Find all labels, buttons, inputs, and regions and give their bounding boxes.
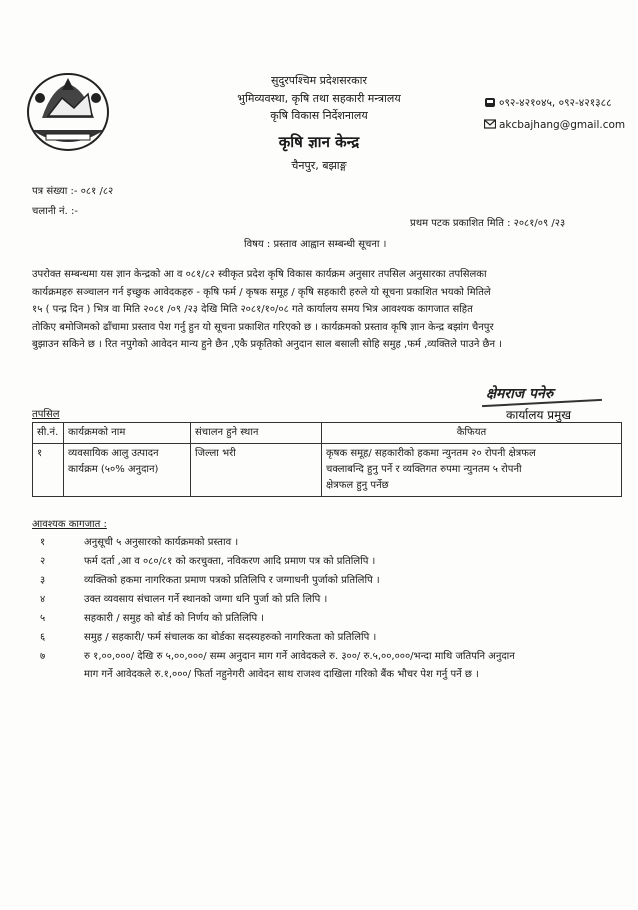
header-province: सुदुरपश्चिम प्रदेशसरकार bbox=[271, 74, 367, 87]
header-cell: कैफियत bbox=[322, 423, 622, 444]
requirements-title: आवश्यक कागजात : bbox=[32, 519, 107, 530]
cell-remark bbox=[322, 444, 622, 497]
header-directorate: कृषि विकास निर्देशनालय bbox=[270, 109, 368, 122]
item-text: रु १,००,०००/ देखि रु ५,००,०००/ सम्म अनुदान माग गर्ने आवेदकले रु. ३००/ रु.५,००,०००/भन्दा माथि जतिपनि अनुदान bbox=[84, 651, 515, 662]
item-text: उक्त व्यवसाय संचालन गर्ने स्थानको जग्गा धनि पुर्जा को प्रति लिपि । bbox=[84, 594, 328, 605]
phone-icon bbox=[484, 96, 496, 108]
item-text: व्यक्तिको हकमा नागरिकता प्रमाण पत्रको प्रतिलिपि र जग्गाधनी पुर्जाको प्रतिलिपि । bbox=[84, 575, 380, 586]
contact-email bbox=[484, 118, 625, 131]
item-text: अनुसूची ५ अनुसारको कार्यक्रमको प्रस्ताव । bbox=[84, 537, 239, 548]
contact-phone bbox=[484, 96, 612, 110]
table-header-row bbox=[33, 423, 622, 444]
remark-line: क्षेत्रफल हुनु पर्नेछ bbox=[326, 480, 389, 491]
body-line: उपरोक्त सम्बन्धमा यस ज्ञान केन्द्रको आ व ०८१/८२ स्वीकृत प्रदेश कृषि विकास कार्यक्रम अनुसार तपसिल अनुसारका तपसिलका bbox=[32, 269, 487, 280]
email-address: akcbajhang@gmail.com bbox=[499, 119, 626, 131]
signatory-name: क्षेमराज पनेरु bbox=[486, 386, 554, 402]
phone-number: ०९२-४२१०४५, ०९२-४२१३८८ bbox=[499, 97, 612, 109]
body-line: तोकिए बमोजिमको ढाँचामा प्रस्ताव पेश गर्नु हुन यो सूचना प्रकाशित गरिएको छ । कार्यक्रमको प्रस्ताव कृषि ज्ञान केन्द्र बझांग चैनपुर bbox=[32, 321, 494, 333]
item-text: समुह / सहकारी/ फर्म संचालक का बोर्डका सदस्यहरुको नागरिकता को प्रतिलिपि । bbox=[84, 632, 377, 643]
item-text-continued: माग गर्ने आवेदकले रु.१,०००/ फिर्ता नहुनेगरी आवेदन साथ राजश्व दाखिला गरिको बैंक भौचर पेश गर्नु पर्ने छ । bbox=[84, 669, 479, 680]
program-line: व्यवसायिक आलु उत्पादन bbox=[68, 448, 159, 459]
schedule-title: तपसिल bbox=[32, 409, 60, 420]
item-text: फर्म दर्ता ,आ व ०८०/८१ को करचुक्ता, नविकरण आदि प्रमाण पत्र को प्रतिलिपि । bbox=[84, 556, 376, 567]
cell-sn: १ bbox=[33, 444, 64, 497]
email-icon bbox=[484, 118, 496, 130]
body-line: बुझाउन सकिने छ । रित नपुगेको आवेदन मान्य हुने छैन ,एकै प्रकृतिको अनुदान साल बसाली सोहि समुह ,फर्म ,व्यक्तिले पाउने छैन । bbox=[32, 339, 503, 350]
dispatch-number: चलानी नं. :- bbox=[32, 206, 78, 217]
letter-number: पत्र संख्या :- ०८१ /८२ bbox=[32, 186, 114, 197]
body-line: १५ ( पन्द्र दिन ) भित्र वा मिति २०८१ /०९ /२३ देखि मिति २०८१/१०/०८ गते कार्यालय समय भित्र आवश्यक कागजात सहित bbox=[32, 304, 473, 315]
published-date: प्रथम पटक प्रकाशित मिति : २०८१/०९ /२३ bbox=[410, 218, 566, 229]
item-number: ५ bbox=[40, 613, 46, 624]
subject-line: विषय : प्रस्ताव आह्वान सम्बन्धी सूचना । bbox=[244, 239, 387, 250]
schedule-table bbox=[32, 422, 622, 497]
cell-program bbox=[64, 444, 191, 497]
header-ministry: भुमिव्यवस्था, कृषि तथा सहकारी मन्त्रालय bbox=[237, 92, 401, 105]
item-number: ४ bbox=[40, 594, 46, 605]
item-number: ७ bbox=[40, 651, 46, 662]
table-row bbox=[33, 444, 622, 497]
cell-place: जिल्ला भरी bbox=[191, 444, 322, 497]
body-paragraph bbox=[32, 266, 618, 354]
item-number: ३ bbox=[40, 575, 46, 586]
item-number: ६ bbox=[40, 632, 46, 643]
header-cell: सी.नं. bbox=[33, 423, 64, 444]
item-text: सहकारी / समुह को बोर्ड को निर्णय को प्रतिलिपि । bbox=[84, 613, 265, 624]
header-office-name: कृषि ज्ञान केन्द्र bbox=[278, 133, 360, 151]
body-line: कार्यक्रमहरु सञ्चालन गर्न इच्छुक आवेदकहरु - कृषि फर्म / कृषक समूह / कृषि सहकारी हरुले यो सूचना प्रकाशित भयको मितिले bbox=[32, 286, 491, 298]
header-location: चैनपुर, बझाङ्ग bbox=[291, 159, 347, 172]
item-number: २ bbox=[40, 556, 46, 567]
remark-line: कृषक समूह/ सहकारीको हकमा न्युनतम २० रोपनी क्षेत्रफल bbox=[326, 448, 536, 459]
header-cell: संचालन हुने स्थान bbox=[191, 423, 322, 444]
signatory-role: कार्यालय प्रमुख bbox=[506, 408, 572, 422]
program-line: कार्यक्रम (५०% अनुदान) bbox=[68, 464, 159, 475]
remark-line: चक्लाबन्दि हुनु पर्ने र व्यक्तिगत रुपमा न्युनतम ५ रोपनी bbox=[326, 464, 522, 475]
header-cell: कार्यक्रमको नाम bbox=[64, 423, 191, 444]
item-number: १ bbox=[40, 537, 46, 548]
